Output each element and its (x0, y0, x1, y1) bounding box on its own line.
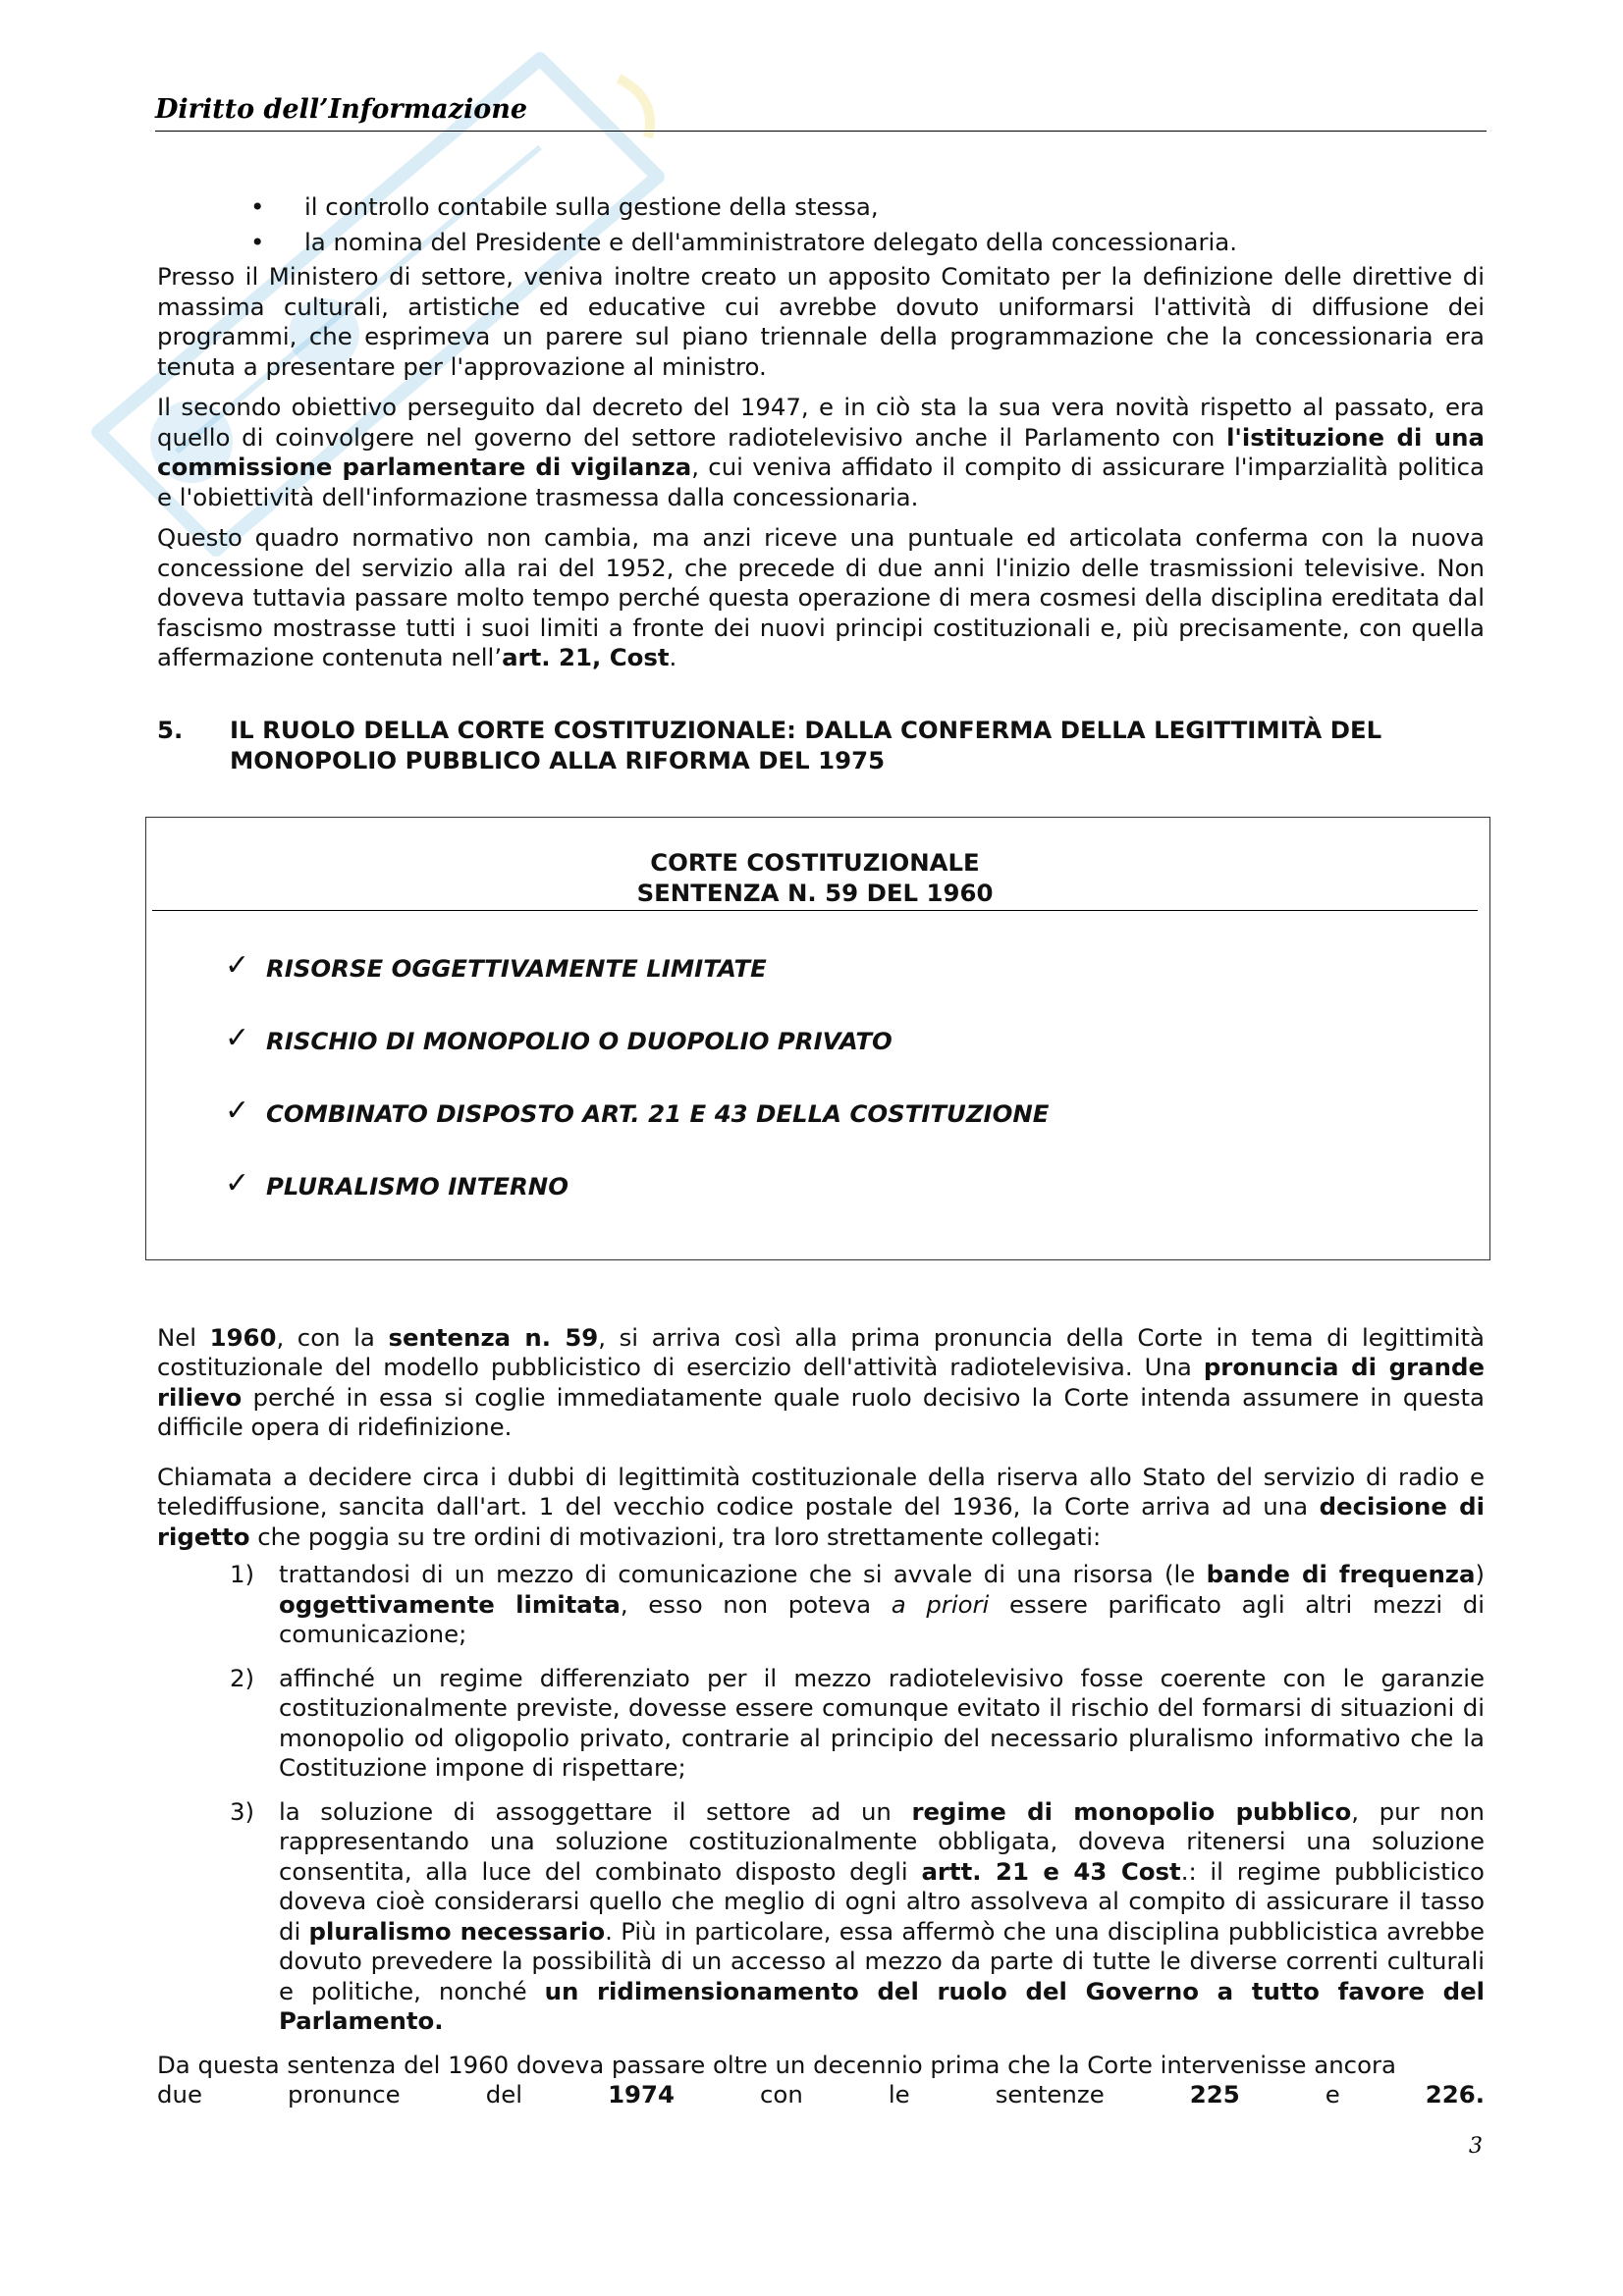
list-number: 1) (230, 1560, 255, 1588)
list-item: • il controllo contabile sulla gestione della stessa, (250, 192, 879, 221)
checklist-item: ✓ RISORSE OGGETTIVAMENTE LIMITATE (225, 947, 767, 983)
list-item: 2) affinché un regime differenziato per il mezzo radiotelevisivo fosse coerente con le garanzie costituzionalmente previste, dovesse essere comunque evitato il rischio del formarsi di situazioni di monopolio od oligopolio privato, contrarie al principio del necessario pluralismo informativo che la Costituzione impone di rispettare; (230, 1663, 1485, 1782)
list-item: 3) la soluzione di assoggettare il settore ad un regime di monopolio pubblico, pur non rappresentando una soluzione costituzionalmente obbligata, doveva ritenersi una soluzione consentita, alla luce del combinato disposto degli artt. 21 e 43 Cost.: il regime pubblicistico doveva cioè considerarsi quello che meglio di ogni altro assolveva al compito di assicurare il tasso di pluralismo necessario. Più in particolare, essa affermò che una disciplina pubblicistica avrebbe dovuto prevedere la possibilità di un accesso al mezzo da parte di tutte le diverse correnti culturali e politiche, nonché un ridimensionamento del ruolo del Governo a tutto favore del Parlamento. (230, 1796, 1486, 2035)
check-icon: ✓ (225, 1020, 250, 1055)
running-header: Diritto dell’Informazione (155, 93, 1487, 132)
section-number: 5. (157, 715, 184, 744)
checklist-item: ✓ RISCHIO DI MONOPOLIO O DUOPOLIO PRIVATO (225, 1020, 893, 1055)
section-title: IL RUOLO DELLA CORTE COSTITUZIONALE: DALLA CONFERMA DELLA LEGITTIMITÀ DEL MONOPOLIO PUBBLICO ALLA RIFORMA DEL 1975 (230, 715, 1382, 774)
box-title: CORTE COSTITUZIONALE SENTENZA N. 59 DEL 1960 (152, 847, 1478, 911)
bullet-list (157, 192, 1485, 257)
list-number: 2) (230, 1663, 255, 1692)
bullet-icon: • (250, 192, 265, 221)
list-item: 1) trattandosi di un mezzo di comunicazione che si avvale di una risorsa (le bande di frequenza) oggettivamente limitata, esso non poteva a priori essere parificato agli altri mezzi di comunicazione; (230, 1560, 1485, 1648)
check-icon: ✓ (225, 947, 250, 983)
list-item: • la nomina del Presidente e dell'amministratore delegato della concessionaria. (250, 227, 1237, 256)
section-heading (157, 715, 1485, 775)
checklist-item: ✓ COMBINATO DISPOSTO ART. 21 E 43 DELLA COSTITUZIONE (225, 1093, 1050, 1128)
paragraph: Questo quadro normativo non cambia, ma anzi riceve una puntuale ed articolata conferma con la nuova concessione del servizio alla rai del 1952, che precede di due anni l'inizio delle trasmissioni televisive. Non doveva tuttavia passare molto tempo perché questa operazione di mera cosmesi della disciplina ereditata dal fascismo mostrasse tutti i suoi limiti a fronte dei nuovi principi costituzionali e, più precisamente, con quella affermazione contenuta nell’art. 21, Cost. (157, 523, 1485, 671)
check-icon: ✓ (225, 1165, 250, 1201)
checklist (225, 947, 1050, 1244)
paragraph: Presso il Ministero di settore, veniva inoltre creato un apposito Comitato per la definizione delle direttive di massima culturali, artistiche ed educative cui avrebbe dovuto uniformarsi l'attività di diffusione dei programmi, che esprimeva un parere sul piano triennale della programmazione che la concessionaria era tenuta a presentare per l'approvazione al ministro. (157, 262, 1485, 381)
list-number: 3) (230, 1796, 255, 1826)
check-icon: ✓ (225, 1093, 250, 1128)
document-body (157, 192, 1485, 2110)
summary-box (145, 817, 1490, 1260)
paragraph: Nel 1960, con la sentenza n. 59, si arriva così alla prima pronuncia della Corte in tema di legittimità costituzionale del modello pubblicistico di esercizio dell'attività radiotelevisiva. Una pronuncia di grande rilievo perché in essa si coglie immediatamente quale ruolo decisivo la Corte intenda assumere in questa difficile opera di ridefinizione. (157, 1322, 1485, 1441)
page-number: 3 (1469, 2134, 1483, 2159)
paragraph: Chiamata a decidere circa i dubbi di legittimità costituzionale della riserva allo Stato del servizio di radio e telediffusione, sancita dall'art. 1 del vecchio codice postale del 1936, la Corte arriva ad una decisione di rigetto che poggia su tre ordini di motivazioni, tra loro strettamente collegati: (157, 1462, 1485, 1551)
checklist-item: ✓ PLURALISMO INTERNO (225, 1165, 568, 1201)
bullet-icon: • (250, 227, 265, 256)
paragraph-last-line: due pronunce del 1974 con le sentenze 225 e 226. (157, 2080, 1485, 2109)
numbered-list (157, 1560, 1485, 2037)
paragraph: Da questa sentenza del 1960 doveva passare oltre un decennio prima che la Corte intervenisse ancora (157, 2050, 1396, 2079)
paragraph: Il secondo obiettivo perseguito dal decreto del 1947, e in ciò sta la sua vera novità rispetto al passato, era quello di coinvolgere nel governo del settore radiotelevisivo anche il Parlamento con l'istituzione di una commissione parlamentare di vigilanza, cui veniva affidato il compito di assicurare l'imparzialità politica e l'obiettività dell'informazione trasmessa dalla concessionaria. (157, 393, 1485, 511)
